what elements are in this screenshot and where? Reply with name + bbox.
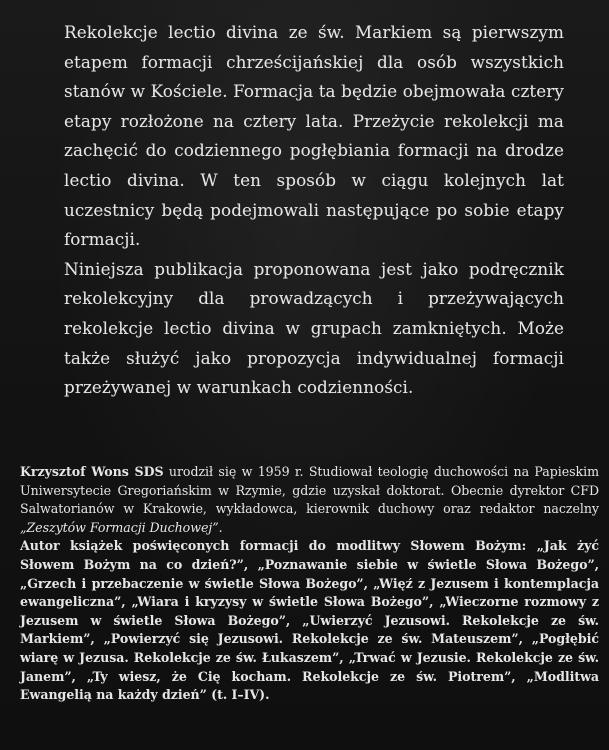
journal-title: „Zeszytów Formacji Duchowej” (20, 519, 219, 535)
books-tail: (t. I–IV). (206, 687, 270, 703)
books-list: „Jak żyć Słowem Bożym na co dzień?”, „Poznawanie siebie w świetle Słowa Bożego”, „Grzech i przebaczenie w świetle Słowa Bożego”, „Więź z Jezusem i kontemplacja ewangeliczna”, „Wiara i kryzysy w świetle Słowa Bożego”, „Wieczorne rozmowy z Jezusem w świetle Słowa Bożego”, „Uwierzyć Jezusowi. Rekolekcje ze św. Markiem”, „Powierzyć się Jezusowi. Rekolekcje ze św. Mateuszem”, „Pogłębić wiarę w Jezusa. Rekolekcje ze św. Łukaszem”, „Trwać w Jezusie. Rekolekcje ze św. Janem”, „Ty wiesz, że Cię kocham. Rekolekcje ze św. Piotrem”, „Modlitwa Ewangelią na każdy dzień” (20, 538, 599, 703)
author-bio (20, 463, 599, 705)
bio-text-2: . (218, 519, 223, 535)
bio-paragraph-2 (20, 537, 599, 704)
author-name: Krzysztof Wons SDS (20, 464, 164, 479)
bio-paragraph-1 (20, 463, 599, 537)
books-intro: Autor książek poświęconych formacji do modlitwy Słowem Bożym: (20, 538, 537, 554)
bio-text-1: urodził się w 1959 r. Studiował teologię duchowości na Papieskim Uniwersytecie Gregoriańskim w Rzymie, gdzie uzyskał doktorat. Obecnie dyrektor CFD Salwatorianów w Krakowie, wykładowca, kierownik duchowy oraz redaktor naczelny (20, 464, 599, 517)
book-description (64, 18, 564, 403)
description-paragraph-2: Niniejsza publikacja proponowana jest jako podręcznik rekolekcyjny dla prowadzących i przeżywających rekolekcje lectio divina w grupach zamkniętych. Może także służyć jako propozycja indywidualnej formacji przeżywanej w warunkach codzienności. (64, 258, 564, 398)
description-paragraph-1: Rekolekcje lectio divina ze św. Markiem są pierwszym etapem formacji chrześcijańskiej dla osób wszystkich stanów w Kościele. Formacja ta będzie obejmowała cztery etapy rozłożone na cztery lata. Przeżycie rekolekcji ma zachęcić do codziennego pogłębiania formacji na drodze lectio divina. W ten sposób w ciągu kolejnych lat uczestnicy będą podejmowali następujące po sobie etapy formacji. (64, 22, 564, 250)
